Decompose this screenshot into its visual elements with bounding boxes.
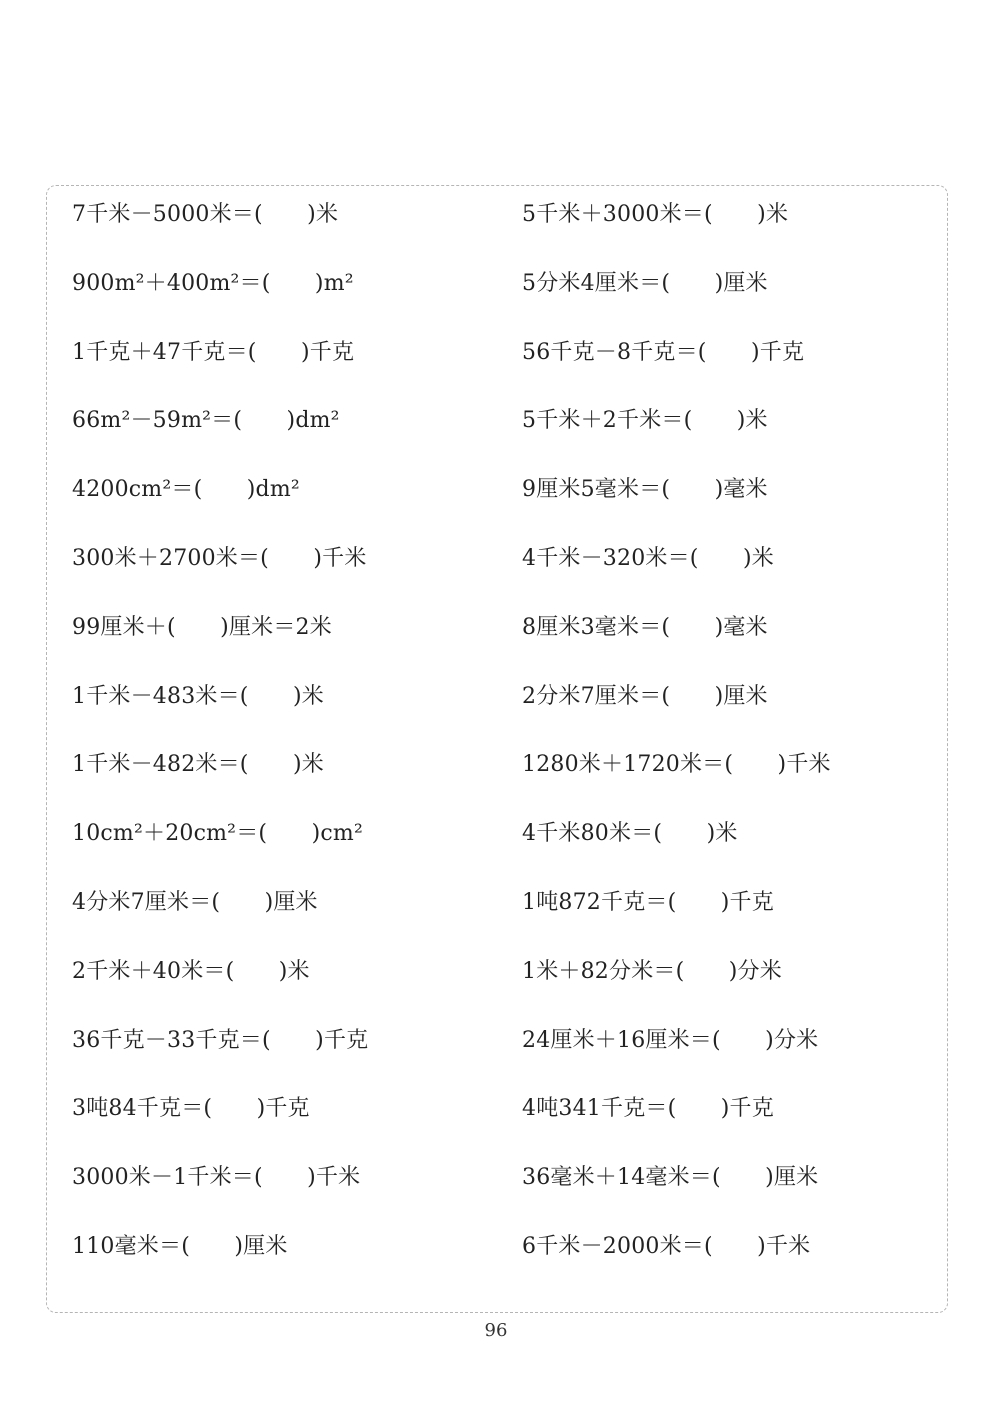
problem-item: 5千米＋3000米＝( )米 <box>522 202 789 227</box>
problem-item: 56千克－8千克＝( )千克 <box>522 339 805 365</box>
problem-item: 24厘米＋16厘米＝( )分米 <box>522 1027 819 1053</box>
left-problem-column <box>72 187 368 1288</box>
problem-item: 3000米－1千米＝( )千米 <box>72 1165 361 1191</box>
problem-item: 1千米－482米＝( )米 <box>72 752 324 778</box>
problem-item: 2千米＋40米＝( )米 <box>72 958 310 984</box>
page-number: 96 <box>484 1320 508 1341</box>
problem-item: 7千米－5000米＝( )米 <box>72 202 339 227</box>
problem-item: 900m²＋400m²＝( )m² <box>72 270 354 296</box>
problem-item: 36毫米＋14毫米＝( )厘米 <box>522 1165 819 1191</box>
problem-item: 4千米－320米＝( )米 <box>522 545 774 571</box>
problem-item: 8厘米3毫米＝( )毫米 <box>522 614 768 640</box>
problem-item: 10cm²＋20cm²＝( )cm² <box>72 821 363 847</box>
problem-item: 2分米7厘米＝( )厘米 <box>522 683 768 709</box>
problem-item: 6千米－2000米＝( )千米 <box>522 1233 811 1259</box>
problem-item: 4吨341千克＝( )千克 <box>522 1096 774 1122</box>
problem-item: 66m²－59m²＝( )dm² <box>72 408 340 434</box>
problem-item: 1280米＋1720米＝( )千米 <box>522 752 831 778</box>
problem-item: 99厘米＋( )厘米＝2米 <box>72 614 332 640</box>
problem-item: 4200cm²＝( )dm² <box>72 477 300 503</box>
problem-item: 1千米－483米＝( )米 <box>72 683 324 709</box>
problem-item: 9厘米5毫米＝( )毫米 <box>522 477 768 503</box>
problem-item: 110毫米＝( )厘米 <box>72 1233 288 1259</box>
problem-item: 5千米＋2千米＝( )米 <box>522 408 768 434</box>
problem-item: 5分米4厘米＝( )厘米 <box>522 270 768 296</box>
problem-item: 36千克－33千克＝( )千克 <box>72 1027 369 1053</box>
problem-item: 300米＋2700米＝( )千米 <box>72 545 367 571</box>
problem-item: 4千米80米＝( )米 <box>522 821 738 847</box>
problem-item: 1千克＋47千克＝( )千克 <box>72 339 355 365</box>
problem-item: 3吨84千克＝( )千克 <box>72 1096 310 1122</box>
right-problem-column <box>522 187 831 1288</box>
problem-item: 1米＋82分米＝( )分米 <box>522 958 782 984</box>
problem-item: 4分米7厘米＝( )厘米 <box>72 889 318 915</box>
problem-item: 1吨872千克＝( )千克 <box>522 889 774 915</box>
